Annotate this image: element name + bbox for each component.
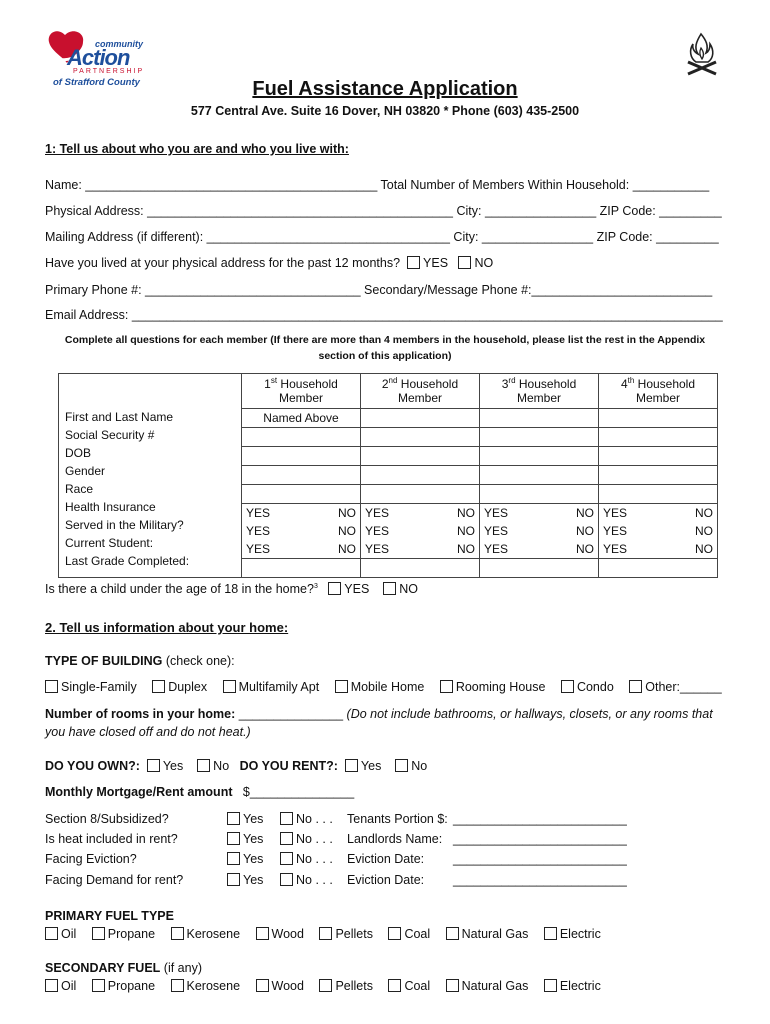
tenants-portion-label: Tenants Portion $:: [347, 812, 448, 826]
own-no-checkbox[interactable]: [197, 759, 210, 772]
section2-heading: 2. Tell us information about your home:: [45, 620, 289, 635]
secondary-pellets-checkbox[interactable]: [319, 979, 332, 992]
landlords-name-input[interactable]: _________________________: [453, 832, 627, 846]
instructions-line2: section of this application): [318, 350, 452, 362]
rooms-row[interactable]: Number of rooms in your home: _______________ (Do not include bathrooms, or hallways, closets, or any rooms that: [45, 707, 713, 721]
primary-wood-checkbox[interactable]: [256, 927, 269, 940]
building-condo-checkbox[interactable]: [561, 680, 574, 693]
agency-address: 577 Central Ave. Suite 16 Dover, NH 03820 * Phone (603) 435-2500: [190, 104, 580, 118]
secondary-fuel-label: SECONDARY FUEL (if any): [45, 961, 202, 975]
name-field[interactable]: Name: __________________________________________ Total Number of Members Within Household: ___________: [45, 178, 710, 192]
lived-yes-checkbox[interactable]: [407, 256, 420, 269]
section8-question: Section 8/Subsidized?: [45, 812, 169, 826]
lived-question-row: [45, 256, 493, 270]
demand-yes-checkbox[interactable]: [227, 873, 240, 886]
child-question-row: Is there a child under the age of 18 in the home?$^3$ YES NO: [45, 582, 418, 596]
table-row: [59, 408, 718, 577]
child-yes-checkbox[interactable]: [328, 582, 341, 595]
primary-propane-checkbox[interactable]: [92, 927, 105, 940]
lived-no-checkbox[interactable]: [458, 256, 471, 269]
secondary-propane-checkbox[interactable]: [92, 979, 105, 992]
member1-header: 1st Household Member: [242, 374, 361, 409]
logo-line4: of Strafford County: [53, 77, 140, 88]
eviction-no-checkbox[interactable]: [280, 852, 293, 865]
table-corner-cell: [59, 374, 242, 409]
eviction-date-input-2[interactable]: _________________________: [453, 873, 627, 887]
mortgage-row[interactable]: Monthly Mortgage/Rent amount $_______________: [45, 785, 355, 799]
secondary-kerosene-checkbox[interactable]: [171, 979, 184, 992]
eviction-question: Facing Eviction?: [45, 852, 137, 866]
secondary-electric-checkbox[interactable]: [544, 979, 557, 992]
primary-fuel-label: PRIMARY FUEL TYPE: [45, 909, 174, 923]
page-title: Fuel Assistance Application: [252, 78, 518, 100]
eviction-date-label: Eviction Date:: [347, 852, 425, 866]
primary-oil-checkbox[interactable]: [45, 927, 58, 940]
heat-no-checkbox[interactable]: [280, 832, 293, 845]
lived-yes-label: YES: [423, 256, 449, 270]
lived-question: Have you lived at your physical address for the past 12 months?: [45, 256, 401, 270]
member2-column[interactable]: YES NO YES NO YES NO: [361, 408, 480, 577]
physical-address-field[interactable]: Physical Address: ____________________________________________ City: ________________ ZIP Code: _________: [45, 204, 722, 218]
mailing-address-field[interactable]: Mailing Address (if different): ___________________________________ City: ________________ ZIP Code: _________: [45, 230, 719, 244]
building-duplex-checkbox[interactable]: [152, 680, 165, 693]
heat-yes-checkbox[interactable]: [227, 832, 240, 845]
building-type-options: Single-Family Duplex Multifamily Apt Mobile Home Rooming House Condo Other:______: [45, 680, 722, 694]
member4-column[interactable]: YES NO YES NO YES NO: [599, 408, 718, 577]
child-question: Is there a child under the age of 18 in the home?: [45, 582, 314, 596]
rent-yes-checkbox[interactable]: [345, 759, 358, 772]
eviction-date-label-2: Eviction Date:: [347, 873, 425, 887]
heat-included-question: Is heat included in rent?: [45, 832, 178, 846]
member1-column[interactable]: Named Above YES NO YES NO YES NO: [242, 408, 361, 577]
building-other-checkbox[interactable]: [629, 680, 642, 693]
building-rooming-house-checkbox[interactable]: [440, 680, 453, 693]
lived-no-label: NO: [474, 256, 494, 270]
primary-kerosene-checkbox[interactable]: [171, 927, 184, 940]
building-mobile-home-checkbox[interactable]: [335, 680, 348, 693]
member4-header: 4th Household Member: [599, 374, 718, 409]
primary-coal-checkbox[interactable]: [388, 927, 401, 940]
section8-yes-checkbox[interactable]: [227, 812, 240, 825]
primary-electric-checkbox[interactable]: [544, 927, 557, 940]
secondary-oil-checkbox[interactable]: [45, 979, 58, 992]
secondary-coal-checkbox[interactable]: [388, 979, 401, 992]
logo-line3: PARTNERSHIP: [73, 68, 145, 75]
demand-question: Facing Demand for rent?: [45, 873, 184, 887]
section8-no-checkbox[interactable]: [280, 812, 293, 825]
member2-header: 2nd Household Member: [361, 374, 480, 409]
instructions-line1: Complete all questions for each member (If there are more than 4 members in the household, please list the rest in the Appendix: [64, 334, 706, 346]
primary-fuel-options: Oil Propane Kerosene Wood Pellets Coal Natural Gas Electric: [45, 927, 601, 941]
section1-heading: 1: Tell us about who you are and who you live with:: [45, 142, 349, 156]
logo-line2: Action: [67, 45, 130, 70]
primary-pellets-checkbox[interactable]: [319, 927, 332, 940]
row-labels: First and Last Name Social Security # DOB Gender Race Health Insurance Served in the Military? Current Student: Last Grade Completed:: [59, 408, 242, 577]
secondary-wood-checkbox[interactable]: [256, 979, 269, 992]
eviction-date-input[interactable]: _________________________: [453, 852, 627, 866]
demand-no-checkbox[interactable]: [280, 873, 293, 886]
own-yes-checkbox[interactable]: [147, 759, 160, 772]
email-field[interactable]: Email Address: _____________________________________________________________________________________: [45, 308, 723, 322]
campfire-icon: [684, 30, 720, 79]
child-no-checkbox[interactable]: [383, 582, 396, 595]
secondary-natural-gas-checkbox[interactable]: [446, 979, 459, 992]
landlords-name-label: Landlords Name:: [347, 832, 443, 846]
rent-no-checkbox[interactable]: [395, 759, 408, 772]
member3-header: 3rd Household Member: [480, 374, 599, 409]
member3-column[interactable]: YES NO YES NO YES NO: [480, 408, 599, 577]
phone-field[interactable]: Primary Phone #: _______________________________ Secondary/Message Phone #:__________________________: [45, 283, 713, 297]
primary-natural-gas-checkbox[interactable]: [446, 927, 459, 940]
logo-line1: community: [95, 39, 144, 49]
building-type-label: TYPE OF BUILDING (check one):: [45, 654, 235, 668]
secondary-fuel-options: Oil Propane Kerosene Wood Pellets Coal Natural Gas Electric: [45, 979, 601, 993]
own-rent-row: DO YOU OWN?: Yes No DO YOU RENT?: Yes No: [45, 759, 428, 773]
table-header-row: [59, 374, 718, 409]
household-table: [58, 373, 718, 578]
tenants-portion-input[interactable]: _________________________: [453, 812, 627, 826]
building-multifamily-checkbox[interactable]: [223, 680, 236, 693]
eviction-yes-checkbox[interactable]: [227, 852, 240, 865]
building-single-family-checkbox[interactable]: [45, 680, 58, 693]
rooms-note: you have closed off and do not heat.): [45, 725, 251, 739]
